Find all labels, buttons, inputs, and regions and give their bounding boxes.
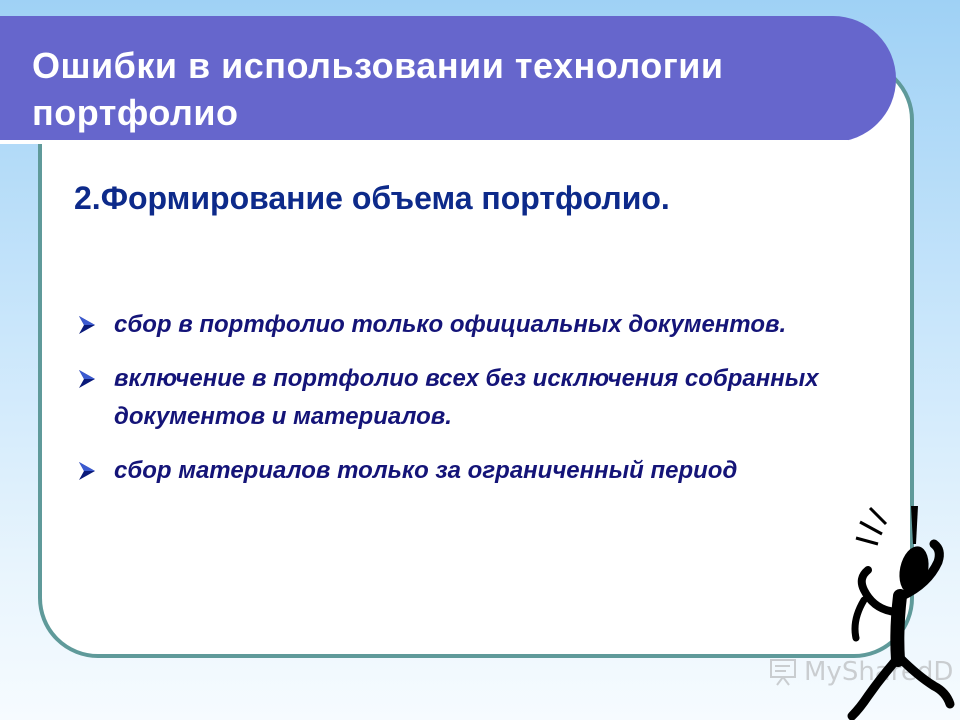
list-item	[74, 360, 874, 436]
title-bar	[0, 16, 896, 142]
title-underline	[0, 140, 848, 144]
slide-title: Ошибки в использовании технологии портфолио	[32, 45, 724, 133]
presentation-board-icon	[768, 657, 798, 687]
confused-stick-figure-icon	[838, 500, 960, 720]
list-item	[74, 452, 874, 490]
bullet-text: сбор в портфолио только официальных документов.	[114, 311, 787, 338]
arrowhead-bullet-icon	[78, 315, 96, 335]
bullet-text: сбор материалов только за ограниченный период	[114, 457, 738, 484]
watermark-text: MySharedD	[804, 657, 954, 687]
bullet-text: включение в портфолио всех без исключения собранных документов и материалов.	[114, 365, 819, 430]
section-heading: 2.Формирование объема портфолио.	[74, 180, 670, 216]
arrowhead-bullet-icon	[78, 369, 96, 389]
bullet-list	[74, 306, 874, 506]
arrowhead-bullet-icon	[78, 461, 96, 481]
list-item	[74, 306, 874, 344]
